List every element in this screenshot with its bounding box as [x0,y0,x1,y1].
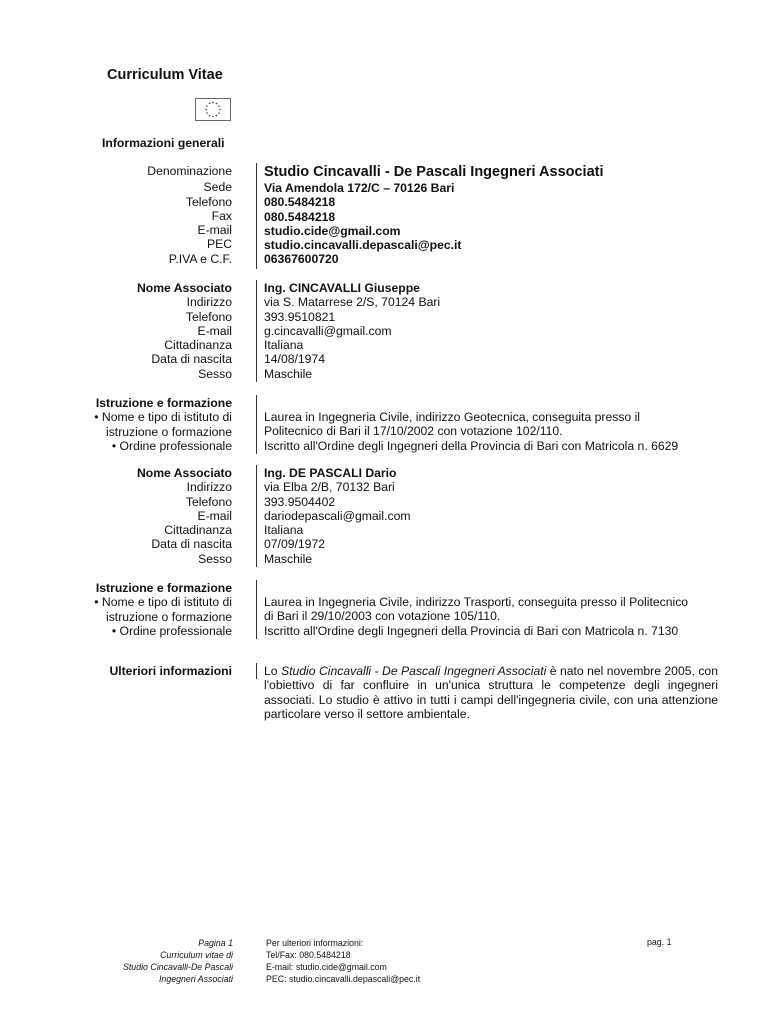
associate1-name: Ing. CINCAVALLI Giuseppe [264,281,420,295]
associate2-phone: 393.9504402 [264,494,336,509]
associate1-phone: 393.9510821 [264,309,336,324]
associate1-birthdate: 14/08/1974 [264,352,325,367]
paragraph-pre: Lo [264,664,281,678]
label-cittadinanza: Cittadinanza [164,523,232,538]
label-telefono: Telefono [185,309,232,324]
separator-line [256,580,257,639]
footer-studio-name: Studio Cincavalli-De Pascali [122,962,233,972]
label-nome-associato: Nome Associato [136,466,232,480]
label-istruzione: istruzione o formazione [106,609,232,624]
label-istituto: • Nome e tipo di istituto di [94,410,232,425]
footer-page-info [100,937,233,985]
paragraph-studio-name: Studio Cincavalli - De Pascali Ingegneri Associati [280,664,547,678]
separator-line [256,465,257,567]
footer-page-label: pag. 1 [647,937,672,947]
associate1-sex: Maschile [264,366,313,381]
associate2-degree-line2: di Bari il 29/10/2003 con votazione 105/110. [264,609,501,624]
associate2-address: via Elba 2/B, 70132 Bari [264,480,395,495]
associate1-labels [0,281,232,381]
label-sesso: Sesso [198,551,232,566]
associate2-edu-labels [0,581,232,638]
footer-contact-info [266,937,420,985]
paragraph-body: è nato nel novembre 2005, con l'obiettivo di far confluire in un'unica struttura le competenze degli ingegneri associati. Lo studio è attivo in tutti i campi dell'ingegneria civile, con una attenzione particolare verso il settore ambientale. [264,664,718,721]
associate1-email[interactable]: g.cincavalli@gmail.com [264,323,392,338]
label-ordine: • Ordine professionale [111,438,232,453]
footer-pec[interactable]: PEC: studio.cincavalli.depascali@pec.it [266,974,421,984]
further-info-paragraph [264,664,718,721]
separator-line [256,395,257,454]
label-piva: P.IVA e C.F. [168,251,232,266]
associate2-labels [0,466,232,566]
label-istituto: • Nome e tipo di istituto di [94,595,232,610]
label-data-nascita: Data di nascita [151,537,232,552]
associate1-degree-line2: Politecnico di Bari il 17/10/2002 con votazione 102/110. [264,424,563,439]
associate1-values [264,281,724,381]
further-info-heading: Ulteriori informazioni [109,664,232,678]
footer-cv-of: Curriculum vitae di [160,950,233,960]
associate2-values [264,466,724,566]
label-data-nascita: Data di nascita [151,352,232,367]
general-info-heading: Informazioni generali [102,136,225,150]
associate2-sex: Maschile [264,551,313,566]
label-telefono: Telefono [185,494,232,509]
studio-email[interactable]: studio.cide@gmail.com [264,223,401,238]
studio-name: Studio Cincavalli - De Pascali Ingegneri Associati [264,164,604,180]
associate1-edu-labels [0,396,232,453]
associate1-edu-values [264,410,724,453]
associate1-order: Iscritto all'Ordine degli Ingegneri della Provincia di Bari con Matricola n. 6629 [264,438,679,453]
label-indirizzo: Indirizzo [186,295,232,310]
associate1-citizenship: Italiana [264,338,304,353]
separator-line [256,163,257,269]
cv-title: Curriculum Vitae [107,67,223,83]
separator-line [256,663,257,679]
footer-page-number: Pagina 1 [198,938,233,948]
label-nome-associato: Nome Associato [136,281,232,295]
eu-flag-icon [195,98,231,121]
footer-phone: Tel/Fax: 080.5484218 [266,950,351,960]
label-email: E-mail [197,323,232,338]
label-email: E-mail [197,508,232,523]
label-sede: Sede [203,180,232,195]
label-denominazione: Denominazione [147,164,232,178]
label-pec: PEC [206,237,232,252]
associate2-name: Ing. DE PASCALI Dario [264,466,397,480]
separator-line [256,280,257,382]
label-fax: Fax [211,208,232,223]
associate2-email[interactable]: dariodepascali@gmail.com [264,508,411,523]
label-sesso: Sesso [198,366,232,381]
label-telefono: Telefono [185,194,232,209]
studio-piva: 06367600720 [264,252,339,267]
education-heading: Istruzione e formazione [95,581,232,595]
label-ordine: • Ordine professionale [111,623,232,638]
general-labels [0,164,232,266]
associate1-address: via S. Matarrese 2/S, 70124 Bari [264,295,441,310]
studio-address: Via Amendola 172/C – 70126 Bari [264,181,455,195]
label-cittadinanza: Cittadinanza [164,338,232,353]
footer-email[interactable]: E-mail: studio.cide@gmail.com [266,962,387,972]
general-values [264,164,724,267]
label-indirizzo: Indirizzo [186,480,232,495]
footer-contact-heading: Per ulteriori informazioni: [266,938,364,948]
studio-phone: 080.5484218 [264,195,336,210]
footer-studio-suffix: Ingegneri Associati [158,974,233,984]
label-istruzione: istruzione o formazione [106,424,232,439]
associate2-citizenship: Italiana [264,523,304,538]
associate2-degree-line1: Laurea in Ingegneria Civile, indirizzo Trasporti, conseguita presso il Politecnico [264,595,689,609]
studio-fax: 080.5484218 [264,209,336,224]
associate2-edu-values [264,595,724,638]
associate2-order: Iscritto all'Ordine degli Ingegneri della Provincia di Bari con Matricola n. 7130 [264,623,679,638]
studio-pec[interactable]: studio.cincavalli.depascali@pec.it [264,238,462,253]
education-heading: Istruzione e formazione [95,396,232,410]
associate2-birthdate: 07/09/1972 [264,537,325,552]
associate1-degree-line1: Laurea in Ingegneria Civile, indirizzo Geotecnica, conseguita presso il [264,410,640,424]
label-email: E-mail [197,223,232,238]
